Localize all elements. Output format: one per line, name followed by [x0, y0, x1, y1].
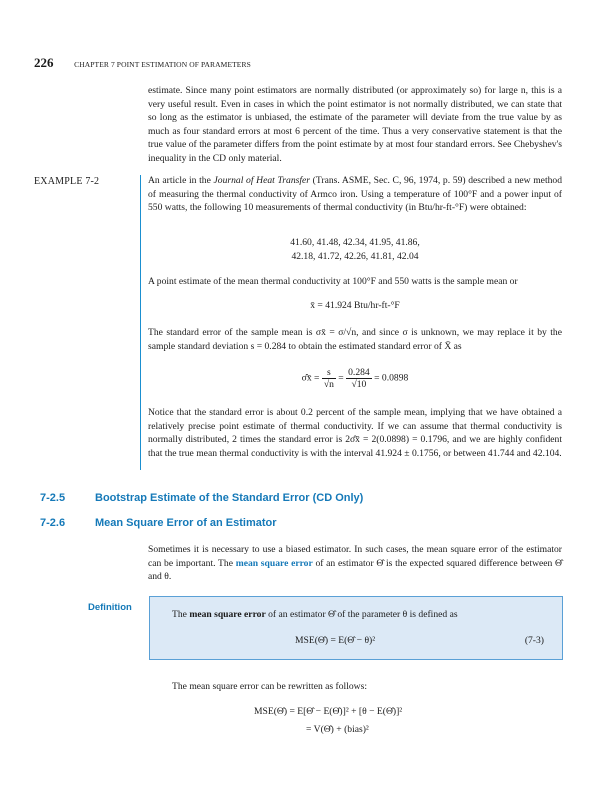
equation-number: (7-3): [524, 635, 544, 646]
mse-definition-equation: MSE(Θ̂) = E(Θ̂ − θ)²: [295, 635, 376, 646]
example-paragraph-3: The standard error of the sample mean is σx̄ = σ/√n, and since σ is unknown, we may replace it by the sample standard deviation s = 0.284 to obtain the estimated standard error of X̄ as: [148, 327, 562, 352]
example-label: EXAMPLE 7-2: [34, 176, 100, 187]
sample-mean-equation: x̄ = 41.924 Btu/hr-ft-°F: [310, 300, 400, 311]
intro-paragraph: estimate. Since many point estimators are normally distributed (or approximately so) for large n, this is a very useful result. Even in cases in which the point estimator is not normally distributed, we can state that so long as the estimator is unbiased, the estimate of the parameter will deviate from the true value by as much as four standard errors at most 6 percent of the time. Thus a very conservative statement is that the true value of the parameter differs from the point estimate by at most four standard errors. See Chebyshev's inequality in the CD only material.: [148, 85, 562, 164]
page-number: 226: [34, 55, 54, 70]
mse-decomposition-line-1: MSE(Θ̂) = E[Θ̂ − E(Θ̂)]² + [θ − E(Θ̂)]²: [254, 706, 403, 717]
section-7-2-5-heading: 7-2.5 Bootstrap Estimate of the Standard Error (CD Only): [40, 492, 364, 504]
rewrite-text: The mean square error can be rewritten as follows:: [172, 681, 367, 692]
example-paragraph-4: Notice that the standard error is about 0.2 percent of the sample mean, implying that we have obtained a relatively precise point estimate of thermal conductivity. If we can assume that thermal conductivity is normally distributed, 2 times the standard error is 2σ̂x̄ = 2(0.0898) = 0.1796, and we are highly confident that the true mean thermal conductivity is with the interval 41.924 ± 0.1756, or between 41.744 and 42.104.: [148, 407, 562, 459]
data-line-1: 41.60, 41.48, 42.34, 41.95, 41.86,: [290, 237, 420, 248]
example-rule: [140, 175, 141, 470]
section-7-2-6-heading: 7-2.6 Mean Square Error of an Estimator: [40, 517, 277, 529]
mse-term: mean square error: [235, 557, 313, 569]
chapter-title: CHAPTER 7 POINT ESTIMATION OF PARAMETERS: [74, 60, 251, 69]
definition-text: The mean square error of an estimator Θ̂ of the parameter θ is defined as: [172, 609, 458, 620]
definition-label: Definition: [88, 602, 132, 613]
mse-decomposition-line-2: = V(Θ̂) + (bias)²: [306, 724, 369, 735]
page-header: [34, 55, 251, 71]
data-line-2: 42.18, 41.72, 42.26, 41.81, 42.04: [291, 251, 419, 262]
example-paragraph-2: A point estimate of the mean thermal conductivity at 100°F and 550 watts is the sample mean or: [148, 276, 518, 287]
definition-box: [149, 596, 563, 660]
standard-error-equation: σ̂x̄ = $\frac{s}{√n}$ = $\frac{0.284}{√10}$ = 0.0898: [301, 367, 409, 390]
example-paragraph-1: An article in the Journal of Heat Transfer (Trans. ASME, Sec. C, 96, 1974, p. 59) described a new method of measuring the thermal conductivity of Armco iron. Using a temperature of 100°F and a power input of 550 watts, the following 10 measurements of thermal conductivity (in Btu/hr-ft-°F) were obtained:: [148, 175, 562, 214]
journal-name: Journal of Heat Transfer: [213, 175, 311, 186]
mse-intro-paragraph: Sometimes it is necessary to use a biased estimator. In such cases, the mean square error of the estimator can be important. The mean square error of an estimator Θ̂ is the expected squared difference between Θ̂ and θ.: [148, 544, 562, 583]
